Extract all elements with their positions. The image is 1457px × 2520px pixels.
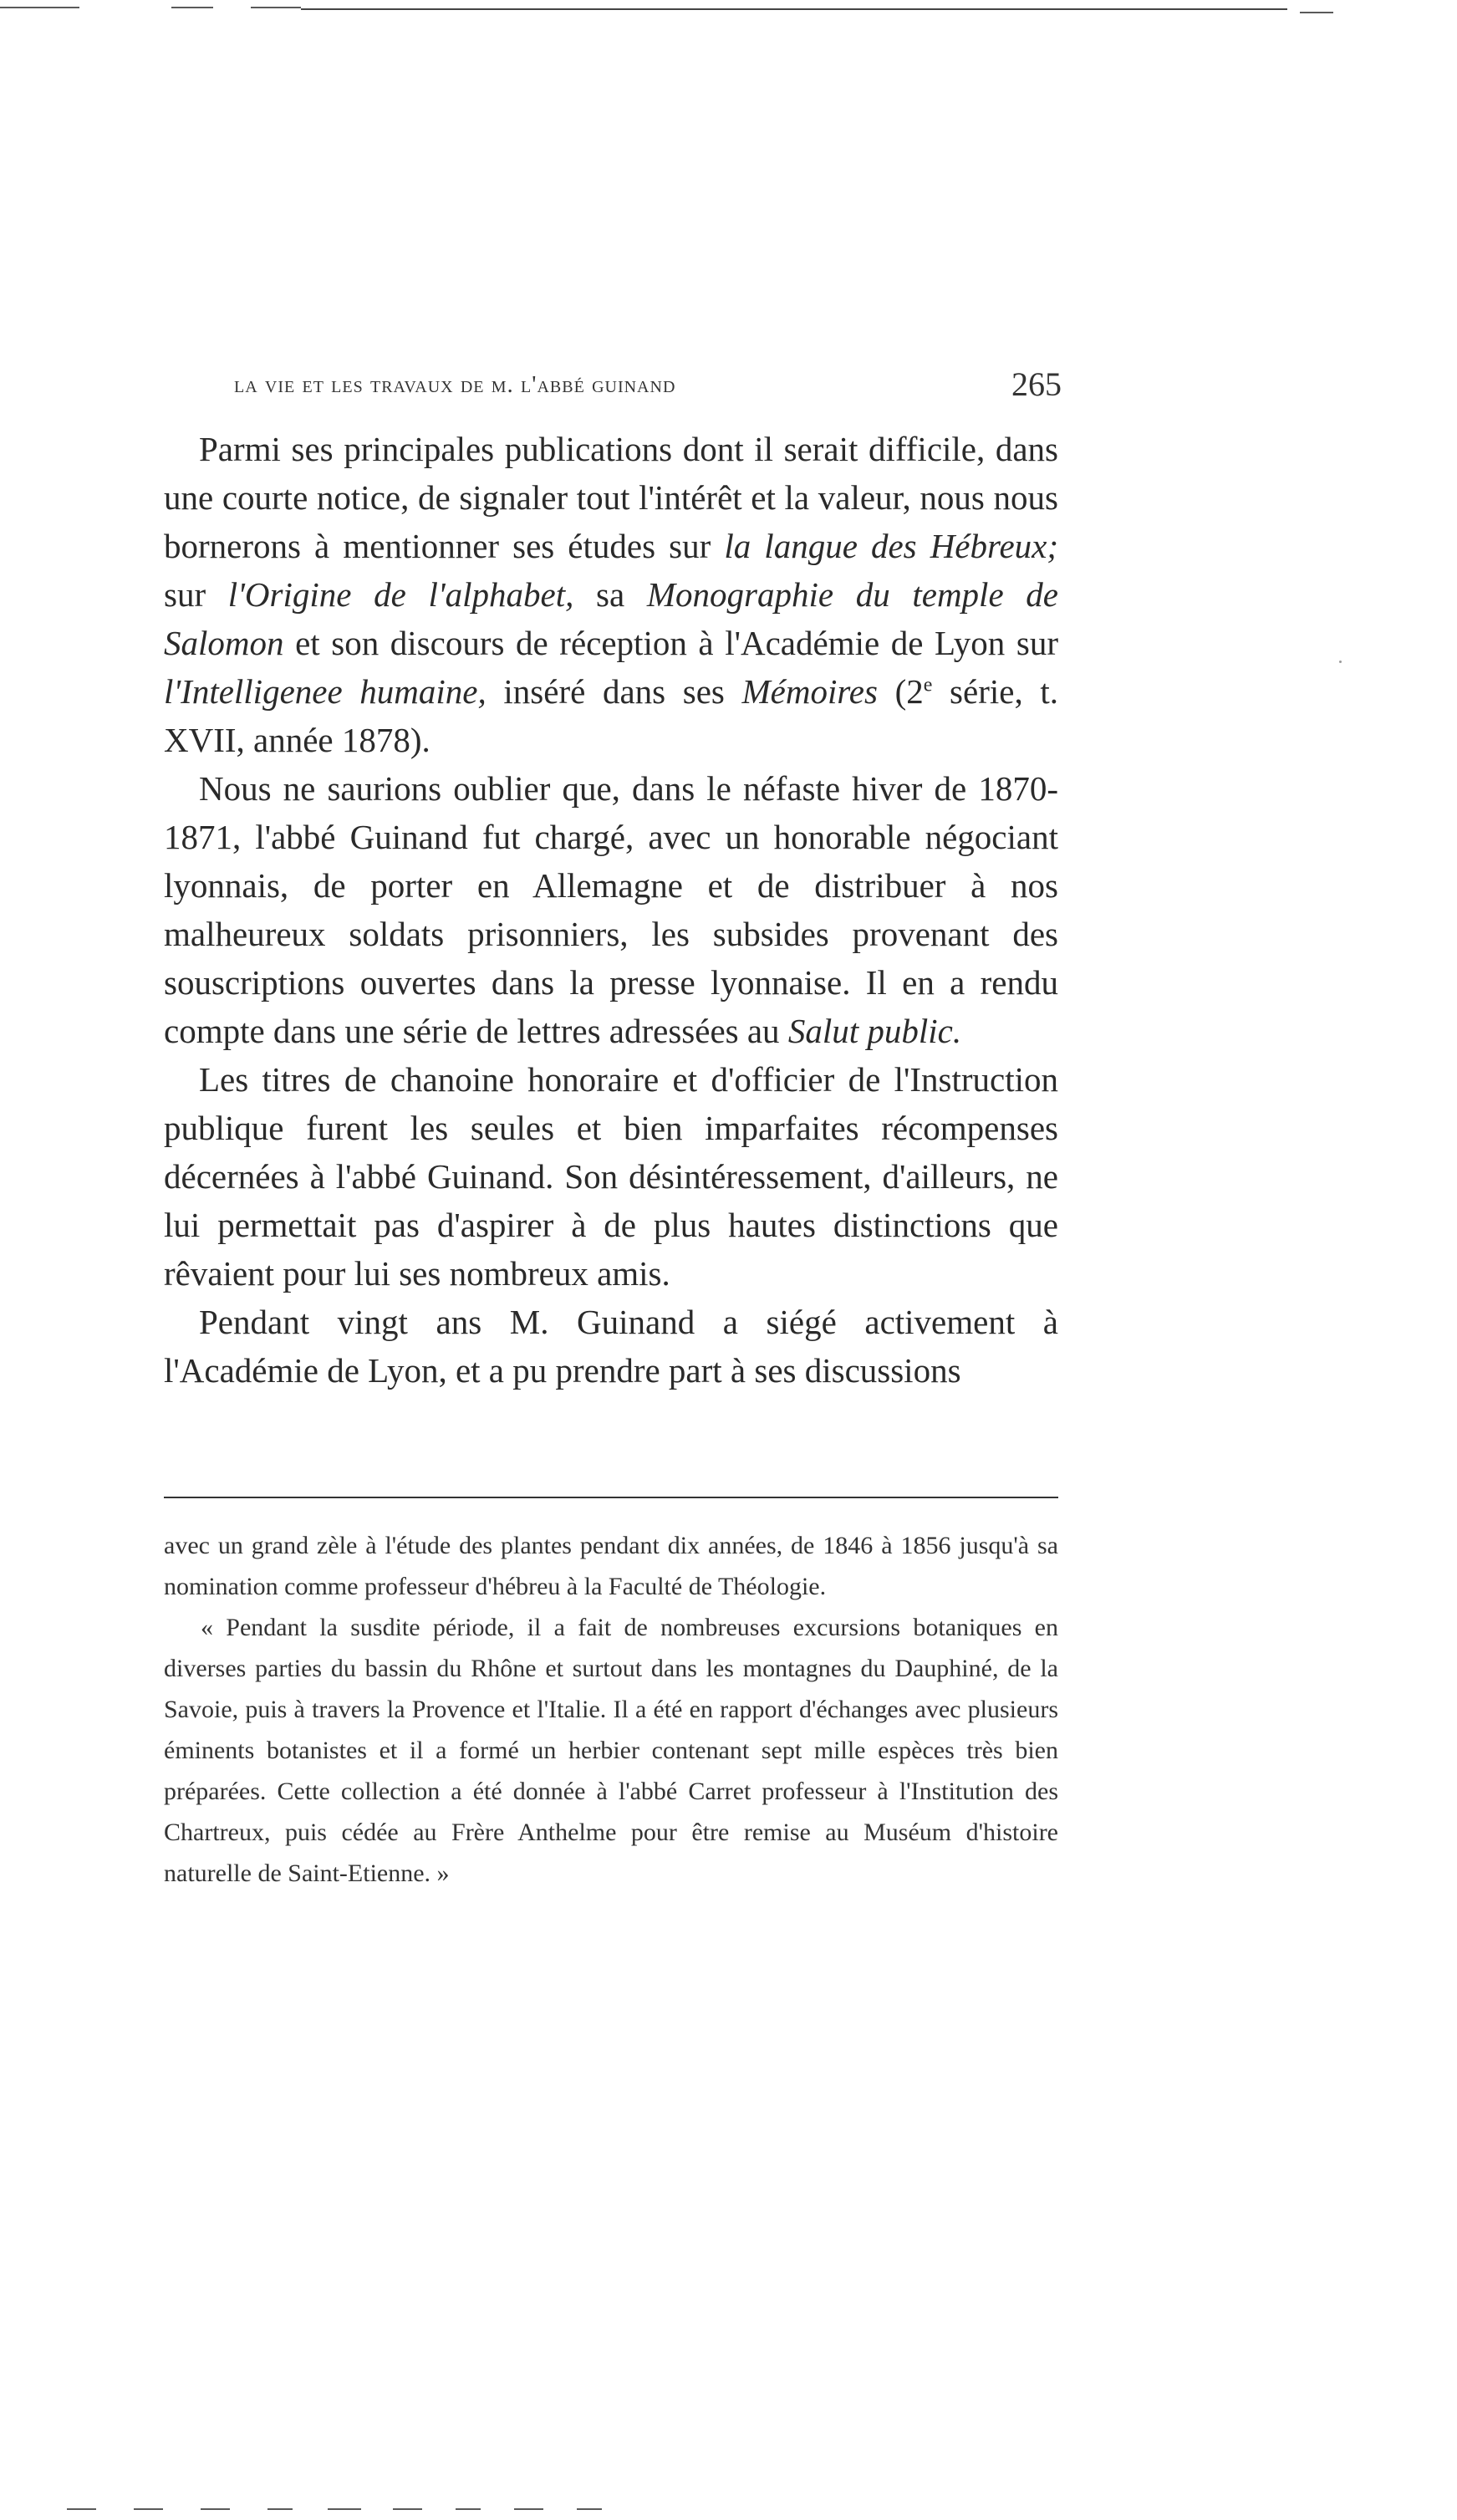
body-text xyxy=(164,425,1058,1395)
scan-edge-mark xyxy=(201,2508,230,2510)
scan-edge-mark xyxy=(514,2508,543,2510)
superscript: e xyxy=(923,674,933,696)
body-paragraph xyxy=(164,764,1058,1055)
text-run: Nous ne saurions oublier que, dans le néfaste hiver de 1870-1871, l'abbé Guinand fut chargé, avec un honorable négociant lyonnais, de porter en Allemagne et de distribuer à nos malheureux soldats prisonniers, les subsides provenant des souscriptions ouvertes dans la presse lyonnaise. Il en a rendu compte dans une série de lettres adressées au xyxy=(164,769,1058,1050)
body-paragraph xyxy=(164,1298,1058,1395)
italic-text: la langue des Hébreux; xyxy=(724,527,1058,565)
scan-edge-mark xyxy=(171,7,213,8)
scan-top-rule xyxy=(301,8,1287,10)
text-run: Pendant vingt ans M. Guinand a siégé activement à l'Académie de Lyon, et a pu prendre part à ses discussions xyxy=(164,1303,1058,1390)
scan-edge-mark xyxy=(267,2508,293,2510)
page-number: 265 xyxy=(1011,365,1062,403)
scan-edge-mark xyxy=(0,7,79,8)
scan-edge-mark xyxy=(456,2508,481,2510)
text-run: et son discours de réception à l'Académie de Lyon sur xyxy=(283,624,1058,662)
scan-edge-mark xyxy=(328,2508,361,2510)
italic-text: Salut public. xyxy=(787,1012,962,1050)
text-run: sur xyxy=(164,575,228,614)
italic-text: Monographie du temple de Salomon xyxy=(164,575,1058,662)
text-run: Parmi ses principales publications dont il serait difficile, dans une courte notice, de signaler tout l'intérêt et la valeur, nous nous bornerons à mentionner ses études sur xyxy=(164,430,1058,565)
body-paragraph xyxy=(164,1055,1058,1298)
footnote-paragraph: « Pendant la susdite période, il a fait de nombreuses excursions botaniques en diverses parties du bassin du Rhône et surtout dans les montagnes du Dauphiné, de la Savoie, puis à travers la Provence et l'Italie. Il a été en rapport d'échanges avec plusieurs éminents botanistes et il a formé un herbier contenant sept mille espèces très bien préparées. Cette collection a été donnée à l'abbé Carret professeur à l'Institution des Chartreux, puis cédée au Frère Anthelme pour être remise au Muséum d'histoire naturelle de Saint-Etienne. » xyxy=(164,1614,1058,1887)
scan-edge-mark xyxy=(1300,12,1333,13)
scan-edge-mark xyxy=(67,2508,96,2510)
scan-edge-mark xyxy=(251,7,301,8)
text-run: (2 xyxy=(877,672,924,711)
footnote-paragraph: avec un grand zèle à l'étude des plantes pendant dix années, de 1846 à 1856 jusqu'à sa nomination comme professeur d'hébreu à la Faculté de Théologie. xyxy=(164,1532,1058,1600)
footnote-rule xyxy=(164,1497,1058,1498)
text-run: série, t. XVII, année 1878). xyxy=(164,672,1058,759)
footnotes xyxy=(164,1525,1058,1894)
body-paragraph xyxy=(164,425,1058,764)
text-run: sa xyxy=(573,575,647,614)
italic-text: l'Origine de l'alphabet, xyxy=(227,575,574,614)
margin-speck xyxy=(1339,661,1342,663)
scan-edge-mark xyxy=(577,2508,602,2510)
scan-edge-mark xyxy=(393,2508,422,2510)
text-run: Les titres de chanoine honoraire et d'officier de l'Instruction publique furent les seules et bien imparfaites récompenses décernées à l'abbé Guinand. Son désintéressement, d'ailleurs, ne lui permettait pas d'aspirer à de plus hautes distinctions que rêvaient pour lui ses nombreux amis. xyxy=(164,1060,1058,1293)
text-run: inséré dans ses xyxy=(486,672,742,711)
italic-text: Mémoires xyxy=(741,672,878,711)
italic-text: l'Intelligenee humaine, xyxy=(164,672,487,711)
running-head: la vie et les travaux de m. l'abbé guinand xyxy=(234,371,676,398)
scan-edge-mark xyxy=(134,2508,163,2510)
